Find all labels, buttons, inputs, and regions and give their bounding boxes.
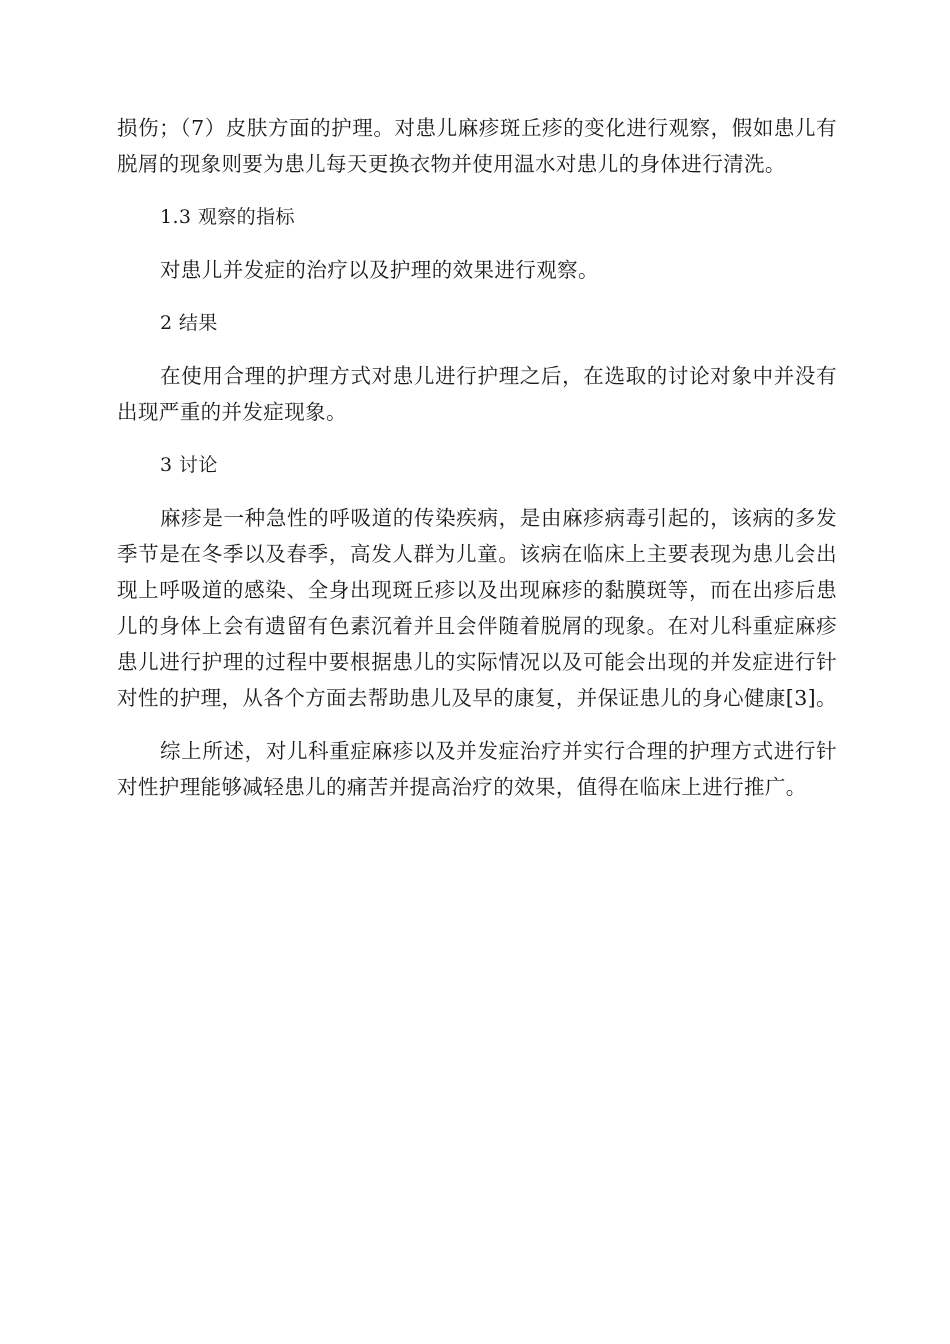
skin-care-paragraph: 损伤；（7）皮肤方面的护理。对患儿麻疹斑丘疹的变化进行观察，假如患儿有脱屑的现象则要为患儿每天更换衣物并使用温水对患儿的身体进行清洗。: [117, 116, 837, 176]
document-body: [117, 110, 837, 805]
section-heading-2: 2 结果: [160, 312, 218, 334]
section-heading-1-3: 1.3 观察的指标: [160, 206, 295, 228]
observation-paragraph: 对患儿并发症的治疗以及护理的效果进行观察。: [160, 258, 599, 282]
section-heading-3: 3 讨论: [160, 454, 218, 476]
discussion-paragraph: 麻疹是一种急性的呼吸道的传染疾病，是由麻疹病毒引起的，该病的多发季节是在冬季以及春季，高发人群为儿童。该病在临床上主要表现为患儿会出现上呼吸道的感染、全身出现斑丘疹以及出现麻疹的黏膜斑等，而在出疹后患儿的身体上会有遗留有色素沉着并且会伴随着脱屑的现象。在对儿科重症麻疹患儿进行护理的过程中要根据患儿的实际情况以及可能会出现的并发症进行针对性的护理，从各个方面去帮助患儿及早的康复，并保证患儿的身心健康[3]。: [117, 506, 837, 710]
results-paragraph: 在使用合理的护理方式对患儿进行护理之后，在选取的讨论对象中并没有出现严重的并发症现象。: [117, 364, 837, 424]
conclusion-paragraph: 综上所述，对儿科重症麻疹以及并发症治疗并实行合理的护理方式进行针对性护理能够减轻患儿的痛苦并提高治疗的效果，值得在临床上进行推广。: [117, 739, 837, 799]
